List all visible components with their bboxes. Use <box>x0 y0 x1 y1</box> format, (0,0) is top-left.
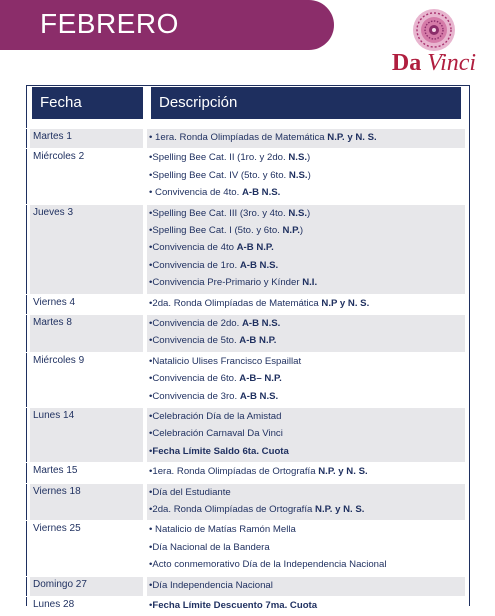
logo-wordmark: Da Vinci <box>391 50 477 76</box>
event-item <box>147 556 465 573</box>
month-title: FEBRERO <box>40 8 179 39</box>
date-cell <box>30 521 143 575</box>
event-text: 2da. Ronda Olimpíadas de Matemática <box>152 297 322 309</box>
event-item <box>147 184 465 201</box>
table-row <box>26 294 469 314</box>
event-level: A-B N.P. <box>236 242 274 254</box>
event-text: Convivencia de 5to. <box>152 335 240 347</box>
date-label: Viernes 18 <box>33 485 81 497</box>
event-text: Celebración Día de la Amistad <box>152 410 282 422</box>
description-cell <box>147 577 465 596</box>
date-label: Viernes 25 <box>33 523 81 535</box>
bullet-icon: • <box>149 559 153 571</box>
event-level: A-B N.S. <box>241 317 281 329</box>
date-label: Martes 1 <box>33 131 72 142</box>
date-cell <box>30 295 143 314</box>
event-text: Spelling Bee Cat. I (5to. y 6to. <box>152 224 283 236</box>
table-row <box>26 148 469 203</box>
date-label: Martes 15 <box>33 465 78 477</box>
description-cell <box>147 315 465 352</box>
column-header-fecha: Fecha <box>32 87 143 119</box>
calendar-rows <box>26 128 469 616</box>
column-header-descripcion: Descripción <box>151 87 461 119</box>
table-row <box>26 204 469 294</box>
bullet-icon: • <box>149 466 153 478</box>
table-row <box>26 462 469 482</box>
bullet-icon: • <box>149 169 153 181</box>
event-item <box>147 388 465 405</box>
date-label: Lunes 28 <box>33 598 75 610</box>
bullet-icon: • <box>149 390 153 402</box>
event-item <box>147 463 465 480</box>
bullet-icon: • <box>149 579 153 591</box>
event-level: A-B– N.P. <box>239 373 282 385</box>
bullet-icon: • <box>149 445 153 457</box>
date-label: Martes 8 <box>33 316 72 328</box>
event-item <box>147 205 465 222</box>
event-level: A-B N.S. <box>239 390 279 402</box>
event-text: Convivencia de 4to. <box>152 187 242 199</box>
event-item <box>147 501 465 518</box>
date-cell <box>30 484 143 521</box>
date-label: Domingo 27 <box>33 578 87 590</box>
date-cell <box>30 353 143 407</box>
description-cell <box>147 521 465 575</box>
event-text: 1era. Ronda Olimpíadas de Matemática <box>152 132 328 143</box>
event-text-tail: ) <box>307 207 311 219</box>
date-cell <box>30 129 143 148</box>
table-row <box>26 576 469 596</box>
table-row <box>26 520 469 575</box>
event-text: Día del Estudiante <box>152 486 231 498</box>
event-text: Convivencia Pre-Primario y Kínder <box>152 277 303 289</box>
event-level: N.P. <box>282 224 300 236</box>
bullet-icon: • <box>149 297 153 309</box>
event-item <box>147 484 465 501</box>
event-text-tail: ) <box>299 224 304 236</box>
table-row <box>26 483 469 521</box>
event-item <box>147 577 465 594</box>
date-label: Jueves 3 <box>33 206 74 218</box>
event-text: Convivencia de 1ro. <box>152 259 240 271</box>
date-label: Lunes 14 <box>33 409 75 421</box>
event-item <box>147 539 465 556</box>
bullet-icon: • <box>149 503 153 515</box>
table-row <box>26 352 469 407</box>
description-cell <box>147 484 465 521</box>
event-text: Natalicio Ulises Francisco Espaillat <box>152 355 302 367</box>
description-cell <box>147 129 465 148</box>
bullet-icon: • <box>149 355 153 367</box>
event-item <box>147 425 465 442</box>
date-cell <box>30 577 143 596</box>
bullet-icon: • <box>149 242 153 254</box>
event-item <box>147 149 465 166</box>
bullet-icon: • <box>149 486 153 498</box>
event-item <box>147 257 465 274</box>
event-item <box>147 239 465 256</box>
bullet-icon: • <box>149 187 153 199</box>
bullet-icon: • <box>149 152 153 164</box>
event-item <box>147 353 465 370</box>
event-level: A-B N.S. <box>241 187 281 199</box>
table-row <box>26 314 469 352</box>
event-item <box>147 315 465 332</box>
event-text: Convivencia de 4to <box>152 242 237 254</box>
event-level: Fecha Límite Saldo 6ta. Cuota <box>152 445 289 457</box>
event-text: Día Nacional de la Bandera <box>152 541 270 553</box>
bullet-icon: • <box>149 599 153 611</box>
date-label: Miércoles 9 <box>33 354 85 366</box>
bullet-icon: • <box>149 410 153 422</box>
event-text: 2da. Ronda Olimpíadas de Ortografía <box>152 503 316 515</box>
event-level: N.S. <box>288 207 308 219</box>
bullet-icon: • <box>149 335 153 347</box>
bullet-icon: • <box>149 224 153 236</box>
event-level: N.I. <box>302 277 318 289</box>
event-item <box>147 370 465 387</box>
bullet-icon: • <box>149 132 153 143</box>
event-text: Convivencia de 3ro. <box>152 390 240 402</box>
event-level: N.P y N. S. <box>321 297 370 309</box>
event-text: Spelling Bee Cat. IV (5to. y 6to. <box>152 169 289 181</box>
bullet-icon: • <box>149 373 153 385</box>
event-text: Convivencia de 6to. <box>152 373 240 385</box>
event-item <box>147 274 465 291</box>
event-item <box>147 443 465 460</box>
event-level: N.S. <box>288 169 308 181</box>
bullet-icon: • <box>149 524 153 536</box>
event-level: Fecha Límite Descuento 7ma. Cuota <box>152 599 318 611</box>
event-item <box>147 332 465 349</box>
bullet-icon: • <box>149 541 153 553</box>
event-item <box>147 222 465 239</box>
description-cell <box>147 205 465 294</box>
date-label: Miércoles 2 <box>33 151 85 163</box>
date-cell <box>30 149 143 203</box>
bullet-icon: • <box>149 259 153 271</box>
description-cell <box>147 408 465 462</box>
school-logo <box>384 6 484 78</box>
description-cell <box>147 353 465 407</box>
event-level: A-B N.P. <box>239 335 277 347</box>
event-item <box>147 295 465 312</box>
date-cell <box>30 463 143 482</box>
event-level: N.P. y N. S. <box>315 503 365 515</box>
bullet-icon: • <box>149 277 153 289</box>
description-cell <box>147 295 465 314</box>
event-text: Acto conmemorativo Día de la Independencia Nacional <box>152 559 387 571</box>
event-text: Spelling Bee Cat. II (1ro. y 2do. <box>152 152 289 164</box>
event-text: Día Independencia Nacional <box>152 579 273 591</box>
month-banner <box>0 0 334 50</box>
event-text: Convivencia de 2do. <box>152 317 242 329</box>
date-cell <box>30 408 143 462</box>
event-text: Natalicio de Matías Ramón Mella <box>152 524 296 536</box>
event-item <box>147 167 465 184</box>
date-cell <box>30 205 143 294</box>
date-label: Viernes 4 <box>33 296 76 308</box>
description-cell <box>147 149 465 203</box>
event-text: Spelling Bee Cat. III (3ro. y 4to. <box>152 207 289 219</box>
mandala-icon <box>384 6 484 52</box>
description-cell <box>147 463 465 482</box>
table-row <box>26 596 469 616</box>
bullet-icon: • <box>149 317 153 329</box>
date-cell <box>30 315 143 352</box>
bullet-icon: • <box>149 428 153 440</box>
event-level: N.S. <box>288 152 308 164</box>
event-text: 1era. Ronda Olimpíadas de Ortografía <box>152 466 319 478</box>
event-level: A-B N.S. <box>239 259 279 271</box>
event-item <box>147 129 465 146</box>
bullet-icon: • <box>149 207 153 219</box>
event-text: Celebración Carnaval Da Vinci <box>152 428 283 440</box>
event-text-tail: ) <box>307 169 311 181</box>
event-text-tail: ) <box>307 152 311 164</box>
table-row <box>26 128 469 148</box>
event-item <box>147 408 465 425</box>
event-item <box>147 521 465 538</box>
table-row <box>26 407 469 462</box>
event-level: N.P. y N. S. <box>327 132 377 143</box>
event-level: N.P. y N. S. <box>318 466 368 478</box>
